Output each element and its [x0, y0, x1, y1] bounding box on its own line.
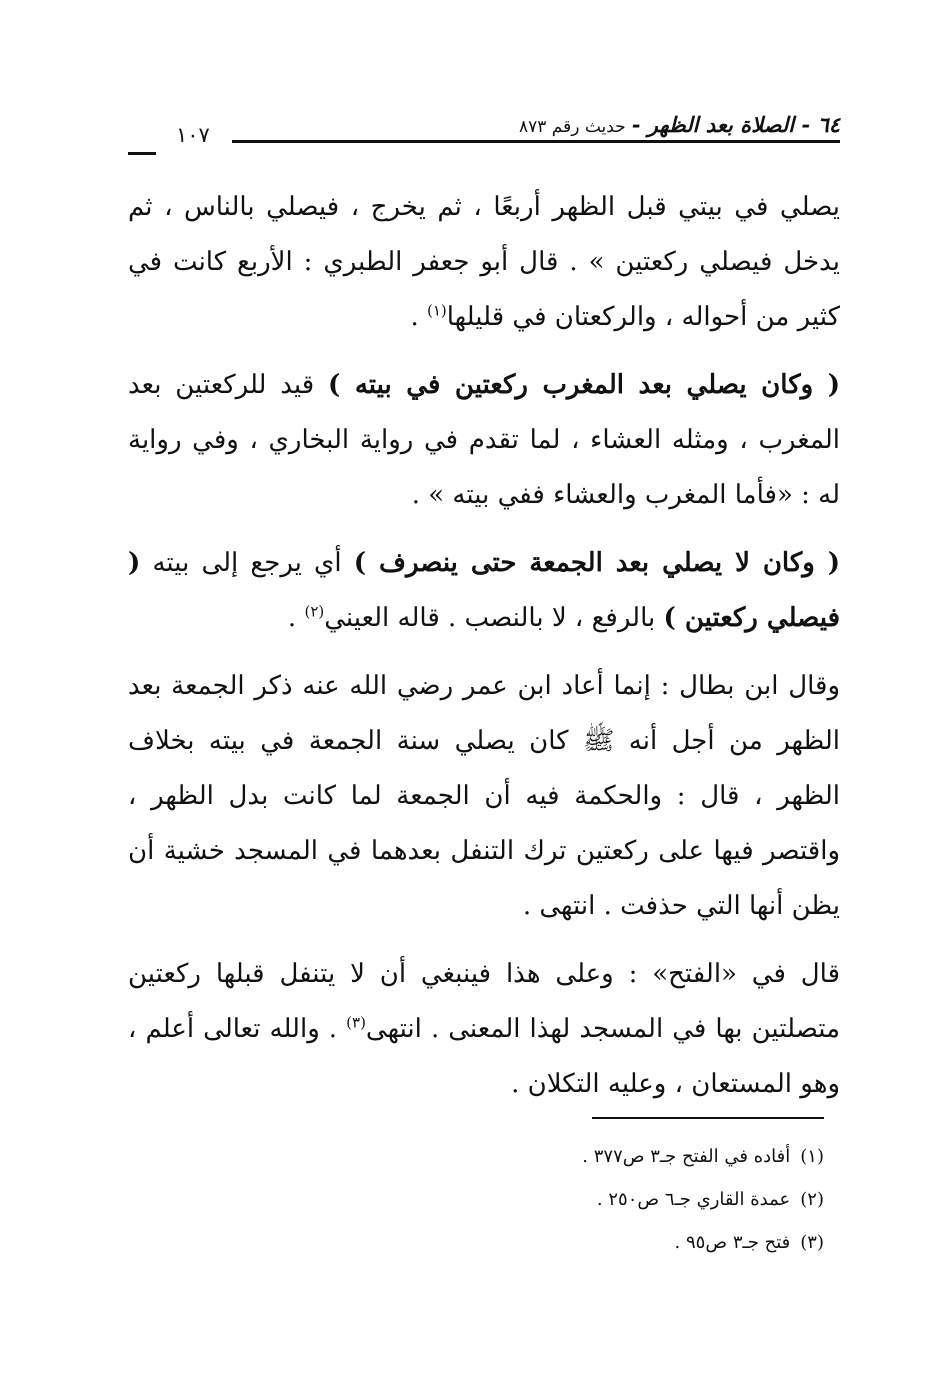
hadith-quote: ( وكان يصلي بعد المغرب ركعتين في بيته ) [327, 370, 840, 400]
footnote-text: أفاده في الفتح جـ٣ ص٣٧٧ . [582, 1146, 791, 1167]
paragraph-text: أي يرجع إلى بيته [140, 548, 354, 578]
paragraph-3 [128, 536, 840, 646]
hadith-quote: ( وكان لا يصلي بعد الجمعة حتى ينصرف ) [353, 548, 840, 578]
paragraph-text: قال في «الفتح» : وعلى هذا فينبغي أن لا يتنفل قبلها ركعتين متصلتين بها في المسجد لهذا المعنى . انتهى [128, 959, 841, 1044]
footnote-number: (٣) [800, 1232, 824, 1253]
paragraph-text: . [410, 302, 427, 332]
header-title [519, 110, 840, 142]
footnote-ref: (١) [426, 301, 447, 320]
footnote [440, 1178, 824, 1221]
paragraph-5 [128, 947, 840, 1112]
paragraph-2 [128, 358, 840, 523]
running-header [128, 110, 840, 146]
paragraph-text: قيد للركعتين بعد المغرب ، ومثله العشاء ، لما تقدم في رواية البخاري ، وفي رواية له : «فأما المغرب والعشاء ففي بيته » . [128, 370, 840, 510]
header-rule-short [128, 152, 156, 155]
paragraph-1 [128, 180, 840, 345]
footnote-text: عمدة القاري جـ٦ ص٢٥٠ . [596, 1189, 791, 1210]
main-text [128, 180, 840, 1125]
paragraph-4 [128, 659, 840, 934]
page-number: ١٠٧ [176, 123, 210, 147]
footnote-number: (٢) [800, 1189, 824, 1210]
footnote [440, 1135, 824, 1178]
paragraph-text: . والله تعالى أعلم ، وهو المستعان ، وعليه التكلان . [128, 1014, 840, 1099]
header-rule [232, 140, 840, 143]
footnote-ref: (٢) [304, 602, 325, 621]
footnote-separator [592, 1117, 824, 1119]
paragraph-text: يصلي في بيتي قبل الظهر أربعًا ، ثم يخرج ، فيصلي بالناس ، ثم يدخل فيصلي ركعتين » . قال أبو جعفر الطبري : الأربع كانت في كثير من أحواله ، والركعتان في قليلها [128, 192, 840, 332]
header-hadith-number: حديث رقم ٨٧٣ [518, 117, 626, 137]
footnote-ref: (٣) [346, 1013, 366, 1032]
paragraph-text: بالرفع ، لا بالنصب . قاله العيني [324, 603, 664, 633]
footnote-number: (١) [800, 1146, 824, 1167]
header-chapter: ٦٤ - الصلاة بعد الظهر - [631, 112, 840, 137]
hadith-quote: ( فيصلي ركعتين ) [128, 548, 840, 633]
footnotes [440, 1135, 824, 1264]
footnote-text: فتح جـ٣ ص٩٥ . [674, 1232, 791, 1253]
paragraph-text: . [287, 603, 305, 633]
footnote [440, 1221, 824, 1264]
paragraph-text: وقال ابن بطال : إنما أعاد ابن عمر رضي الله عنه ذكر الجمعة بعد الظهر من أجل أنه ﷺ كان يصلي سنة الجمعة في بيته بخلاف الظهر ، قال : والحكمة فيه أن الجمعة لما كانت بدل الظهر ، واقتصر فيها على ركعتين ترك التنفل بعدهما في المسجد خشية أن يظن أنها التي حذفت . انتهى . [128, 671, 840, 921]
